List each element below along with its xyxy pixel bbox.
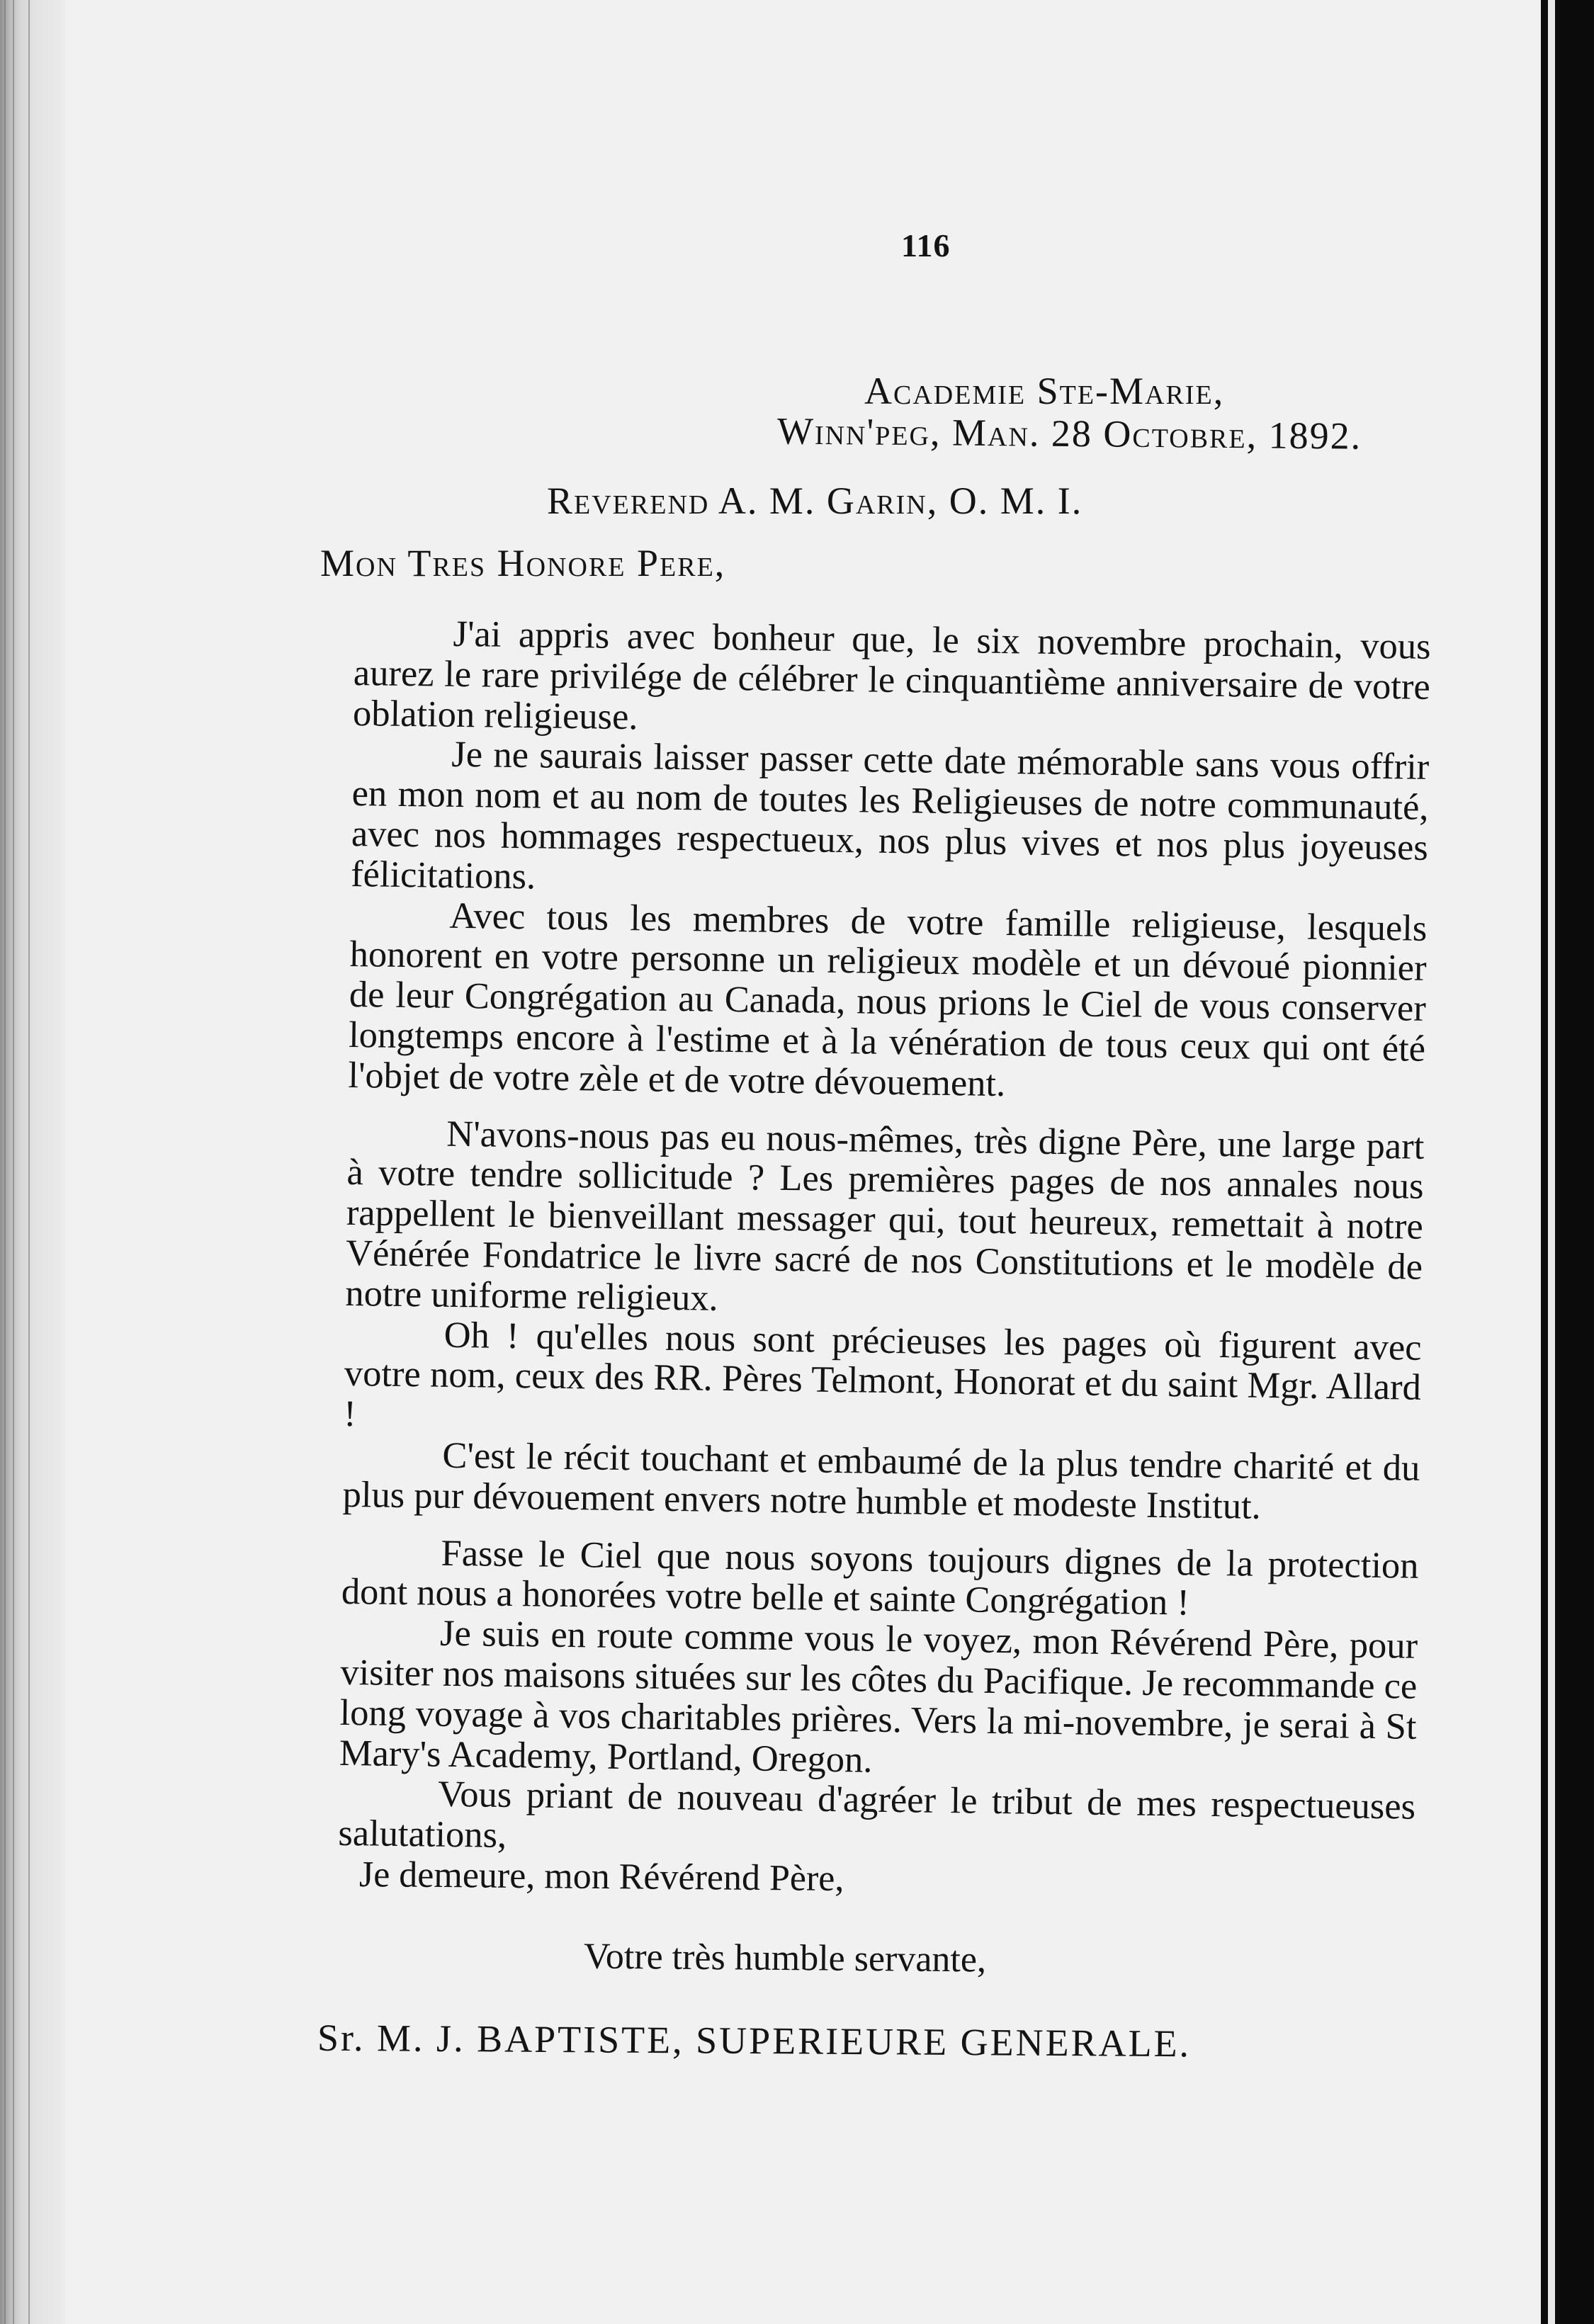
letter-place-date: Winn'peg, Man. 28 Octobre, 1892. bbox=[776, 409, 1362, 458]
letter-paragraph: J'ai appris avec bonheur que, le six novembre prochain, vous aurez le rare privilége de célébrer le cinquantième anniversaire de votre oblation religieuse. bbox=[352, 613, 1431, 737]
letter-body bbox=[338, 613, 1431, 1868]
closing-servant: Votre très humble servante, bbox=[583, 1936, 987, 1980]
letter-paragraph: C'est le récit touchant et embaumé de la plus tendre charité et du plus pur dévouement envers notre humble et modeste Institut. bbox=[342, 1434, 1420, 1527]
letter-paragraph: Je suis en route comme vous le voyez, mon Révérend Père, pour visiter nos maisons situées sur les côtes du Pacifique. Je recommande ce long voyage à vos charitables prières. Vers la mi-novembre, je serai à St Mary's Academy, Portland, Oregon. bbox=[339, 1612, 1418, 1781]
letter-paragraph: Vous priant de nouveau d'agréer le tribut de mes respectueuses salutations, bbox=[338, 1774, 1416, 1857]
closing-line: Je demeure, mon Révérend Père, bbox=[358, 1854, 844, 1899]
letter-addressee: Reverend A. M. Garin, O. M. I. bbox=[547, 480, 1083, 522]
scan-edge-band bbox=[1541, 0, 1594, 2324]
letter-paragraph: Fasse le Ciel que nous soyons toujours dignes de la protection dont nous a honorées votre belle et sainte Congrégation ! bbox=[341, 1532, 1419, 1623]
page-gutter-shadow bbox=[0, 0, 65, 2324]
letter-paragraph: Avec tous les membres de votre famille religieuse, lesquels honorent en votre personne un religieux modèle et un dévoué pionnier de leur Congrégation au Canada, nous prions le Ciel de vous conserver longtemps encore à l'estime et à la vénération de tous ceux qui ont été l'objet de votre zèle et de votre dévouement. bbox=[348, 895, 1428, 1104]
signature: Sr. M. J. BAPTISTE, SUPERIEURE GENERALE. bbox=[317, 2016, 1192, 2065]
letter-institution: Academie Ste-Marie, bbox=[864, 370, 1225, 412]
page-number: 116 bbox=[901, 227, 951, 263]
letter-paragraph: Oh ! qu'elles nous sont précieuses les pages où figurent avec votre nom, ceux des RR. Pères Telmont, Honorat et du saint Mgr. Allard ! bbox=[343, 1314, 1422, 1435]
document-page bbox=[65, 0, 1541, 2324]
letter-paragraph: N'avons-nous pas eu nous-mêmes, très digne Père, une large part à votre tendre sollicitude ? Les premières pages de nos annales nous rappellent le bienveillant messager qui, tout heureux, remettait à notre Vénérée Fondatrice le livre sacré de nos Constitutions et le modèle de notre uniforme religieux. bbox=[345, 1113, 1425, 1319]
letter-salutation: Mon Tres Honore Pere, bbox=[320, 542, 726, 584]
letter-paragraph: Je ne saurais laisser passer cette date mémorable sans vous offrir en mon nom et au nom de toutes les Religieuses de notre communauté, avec nos hommages respectueux, nos plus vives et nos plus joyeuses félicitations. bbox=[350, 734, 1430, 897]
